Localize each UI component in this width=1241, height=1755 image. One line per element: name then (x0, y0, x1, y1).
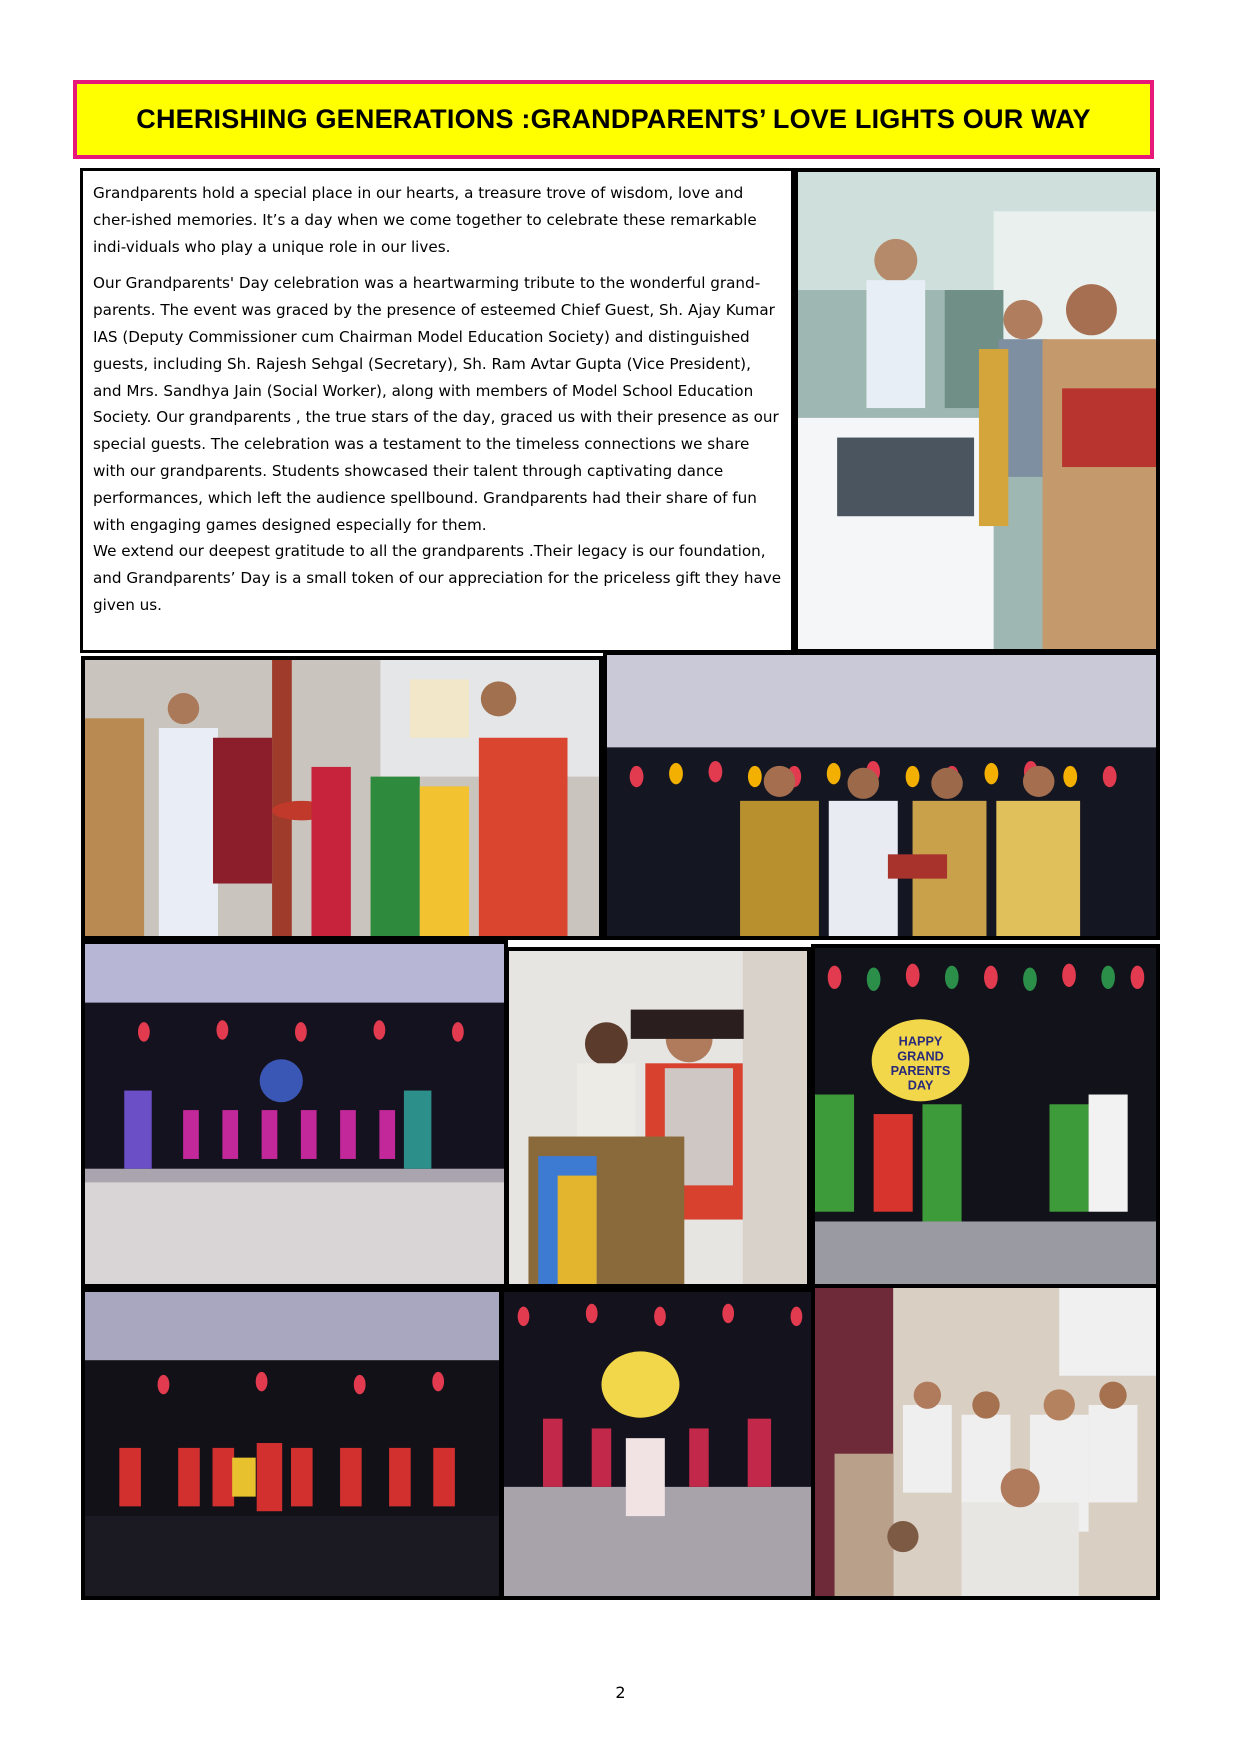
article-paragraph-2: Our Grandparents' Day celebration was a heartwarming tribute to the wonderful grand-parents. The event was graced by the presence of esteemed Chief Guest, Sh. Ajay Kumar IAS (Deputy Commissioner cum Chairman Model Education Society) and distinguished guests, including Sh. Rajesh Sehgal (Secretary), Sh. Ram Avtar Gupta (Vice President), and Mrs. Sandhya Jain (Social Worker), along with members of Model School Education Society. Our grandparents , the true stars of the day, graced us with their presence as our special guests. The celebration was a testament to the timeless connections we share with our grandparents. Students showcased their talent through captivating dance performances, which left the audience spellbound. Grandparents had their share of fun with engaging games designed especially for them. (93, 274, 779, 534)
article-paragraph-1: Grandparents hold a special place in our hearts, a treasure trove of wisdom, love and cher-ished memories. It’s a day when we come together to celebrate these remarkable indi-viduals who play a unique role in our lives. (93, 184, 757, 256)
svg-text:PARENTS: PARENTS (890, 1063, 951, 1078)
photo-audience-grandparents (811, 1284, 1160, 1600)
article-text-box (80, 168, 794, 653)
title-banner (73, 80, 1154, 159)
photo-dance-performance-1 (81, 940, 508, 1288)
svg-text:GRAND: GRAND (897, 1049, 944, 1064)
svg-text:HAPPY: HAPPY (898, 1034, 943, 1049)
article-paragraph-3: We extend our deepest gratitude to all the grandparents .Their legacy is our foundation, and Grandparents’ Day is a small token of our appreciation for the priceless gift they have given us. (93, 542, 782, 614)
photo-tilak-ceremony (81, 656, 603, 940)
photo-speech-podium (505, 947, 811, 1288)
page-title: CHERISHING GENERATIONS :GRANDPARENTS’ LOVE LIGHTS OUR WAY (136, 104, 1091, 134)
svg-text:DAY: DAY (907, 1078, 934, 1093)
photo-dance-performance-3 (81, 1288, 503, 1600)
photo-dance-performance-4 (500, 1288, 817, 1600)
photo-dance-performance-2 (811, 944, 1160, 1288)
photo-guest-honour (603, 651, 1160, 940)
photo-guests-welcome (794, 168, 1160, 653)
page-number: 2 (615, 1683, 626, 1702)
